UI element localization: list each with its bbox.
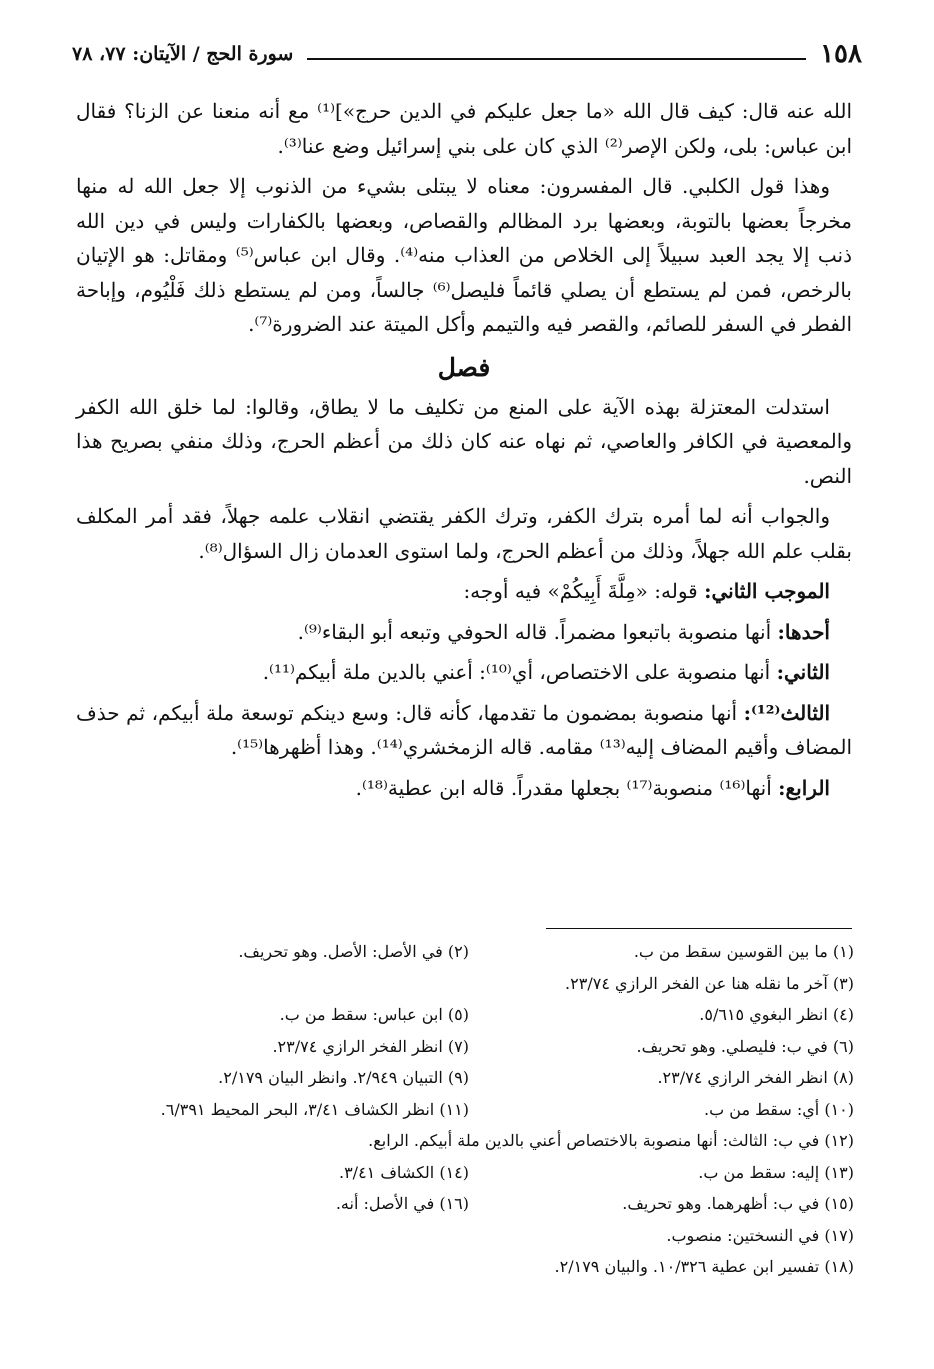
footnote: (١٠) أي: سقط من ب. bbox=[704, 1099, 854, 1119]
paragraph bbox=[76, 655, 852, 690]
footnote: (٥) ابن عباس: سقط من ب. bbox=[279, 1005, 469, 1024]
page-header bbox=[72, 34, 862, 74]
paragraph bbox=[76, 574, 852, 609]
main-text bbox=[76, 94, 852, 811]
paragraph bbox=[76, 771, 852, 806]
footnote: (٨) انظر الفخر الرازي ٢٣/٧٤. bbox=[657, 1068, 854, 1087]
paragraph-text: أنها⁽¹⁶⁾ منصوبة⁽¹⁷⁾ بجعلها مقدراً. قاله ابن عطية⁽¹⁸⁾. bbox=[355, 775, 772, 800]
footnote: (١٥) في ب: أظهرهما. وهو تحريف. bbox=[622, 1194, 854, 1213]
paragraph-text: أنها منصوبة باتبعوا مضمراً. قاله الحوفي وتبعه أبو البقاء⁽⁹⁾. bbox=[297, 619, 772, 644]
paragraph-text: أنها منصوبة على الاختصاص، أي⁽¹⁰⁾: أعني بالدين ملة أبيكم⁽¹¹⁾. bbox=[262, 660, 771, 684]
paragraph bbox=[76, 615, 852, 650]
footnote: (٣) آخر ما نقله هنا عن الفخر الرازي ٢٣/٧٤. bbox=[565, 973, 854, 993]
footnote: (٦) في ب: فليصلي. وهو تحريف. bbox=[636, 1036, 854, 1056]
footnote-row bbox=[84, 1220, 854, 1252]
footnotes bbox=[84, 936, 854, 1283]
running-title: سورة الحج / الآيتان: ٧٧، ٧٨ bbox=[72, 43, 294, 65]
paragraph: والجواب أنه لما أمره بترك الكفر، وترك الكفر يقتضي انقلاب علمه جهلاً، فقد أمر المكلف بقلب علم الله جهلاً، وذلك من أعظم الحرج، ولما استوى العدمان زال السؤال⁽⁸⁾. bbox=[76, 504, 852, 563]
paragraph-term: الثاني: bbox=[776, 660, 830, 684]
footnote: (١٤) الكشاف ٣/٤١. bbox=[338, 1162, 469, 1182]
footnote-row bbox=[84, 1031, 854, 1063]
footnote: (٢) في الأصل: الأصل. وهو تحريف. bbox=[238, 942, 469, 961]
header-rule bbox=[307, 58, 806, 60]
footnote-row bbox=[84, 1125, 854, 1157]
footnote: (١٧) في النسختين: منصوب. bbox=[666, 1225, 854, 1245]
footnote: (١٣) إليه: سقط من ب. bbox=[698, 1162, 854, 1182]
footnote-row bbox=[84, 999, 854, 1031]
footnote: (١٢) في ب: الثالث: أنها منصوبة بالاختصاص أعني بالدين ملة أبيكم. الرابع. bbox=[368, 1131, 854, 1150]
footnote-row bbox=[84, 1157, 854, 1189]
paragraph: وهذا قول الكلبي. قال المفسرون: معناه لا يبتلى بشيء من الذنوب إلا جعل الله له منها مخرجاً بعضها بالتوبة، وبعضها برد المظالم والقصاص، وبعضها بالكفارات وليس في دين الله ذنب إلا يجد العبد سبيلاً إلى الخلاص من العذاب منه⁽⁴⁾. وقال ابن عباس⁽⁵⁾ ومقاتل: هو الإتيان بالرخص، فمن لم يستطع أن يصلي قائماً فليصل⁽⁶⁾ جالساً، ومن لم يستطع ذلك فَلْيُوم، وإباحة الفطر في السفر للصائم، والقصر فيه والتيمم وأكل الميتة عند الضرورة⁽⁷⁾. bbox=[76, 174, 853, 336]
footnote-rule bbox=[546, 928, 852, 929]
paragraph: استدلت المعتزلة بهذه الآية على المنع من تكليف ما لا يطاق، وقالوا: لما خلق الله الكفر والمعصية في الكافر والعاصي، ثم نهاه عنه كان ذلك من أعظم الحرج، وذلك منفي بصريح هذا النص. bbox=[76, 394, 852, 488]
footnote: (١١) انظر الكشاف ٣/٤١، البحر المحيط ٦/٣٩١. bbox=[160, 1099, 469, 1119]
footnote-row bbox=[84, 1094, 854, 1126]
footnote: (١٨) تفسير ابن عطية ١٠/٣٢٦. والبيان ٢/١٧٩. bbox=[554, 1257, 854, 1276]
paragraph-text: أنها منصوبة بمضمون ما تقدمها، كأنه قال: وسع دينكم توسعة ملة أبيكم، ثم حذف المضاف وأقيم المضاف إليه⁽¹³⁾ مقامه. قاله الزمخشري⁽¹⁴⁾. وهذا أظهرها⁽¹⁵⁾. bbox=[76, 700, 852, 759]
paragraph-term: الثالث⁽¹²⁾: bbox=[743, 700, 831, 725]
footnote-row bbox=[84, 1251, 854, 1283]
footnote: (٧) انظر الفخر الرازي ٢٣/٧٤. bbox=[272, 1036, 469, 1056]
footnote-row bbox=[84, 968, 854, 1000]
paragraph bbox=[76, 696, 852, 765]
footnote-row bbox=[84, 1062, 854, 1094]
footnote: (٩) التبيان ٢/٩٤٩. وانظر البيان ٢/١٧٩. bbox=[218, 1068, 469, 1087]
paragraph-term: أحدها: bbox=[777, 619, 830, 644]
paragraph-term: الرابع: bbox=[778, 775, 830, 800]
paragraph: الله عنه قال: كيف قال الله «ما جعل عليكم في الدين حرج»]⁽¹⁾ مع أنه منعنا عن الزنا؟ فقال ابن عباس: بلى، ولكن الإصر⁽²⁾ الذي كان على بني إسرائيل وضع عنا⁽³⁾. bbox=[76, 99, 852, 158]
footnote: (١٦) في الأصل: أنه. bbox=[335, 1194, 469, 1213]
footnote-row bbox=[84, 1188, 854, 1220]
footnote: (٤) انظر البغوي ٥/٦١٥. bbox=[699, 1005, 854, 1024]
paragraph-text: قوله: «مِلَّةَ أَبِيكُمْ» فيه أوجه: bbox=[463, 579, 698, 603]
paragraph-term: الموجب الثاني: bbox=[704, 579, 830, 603]
section-heading: فصل bbox=[437, 352, 491, 382]
page-number: ١٥٨ bbox=[820, 39, 862, 69]
footnote: (١) ما بين القوسين سقط من ب. bbox=[633, 942, 854, 961]
footnote-row bbox=[84, 936, 854, 968]
